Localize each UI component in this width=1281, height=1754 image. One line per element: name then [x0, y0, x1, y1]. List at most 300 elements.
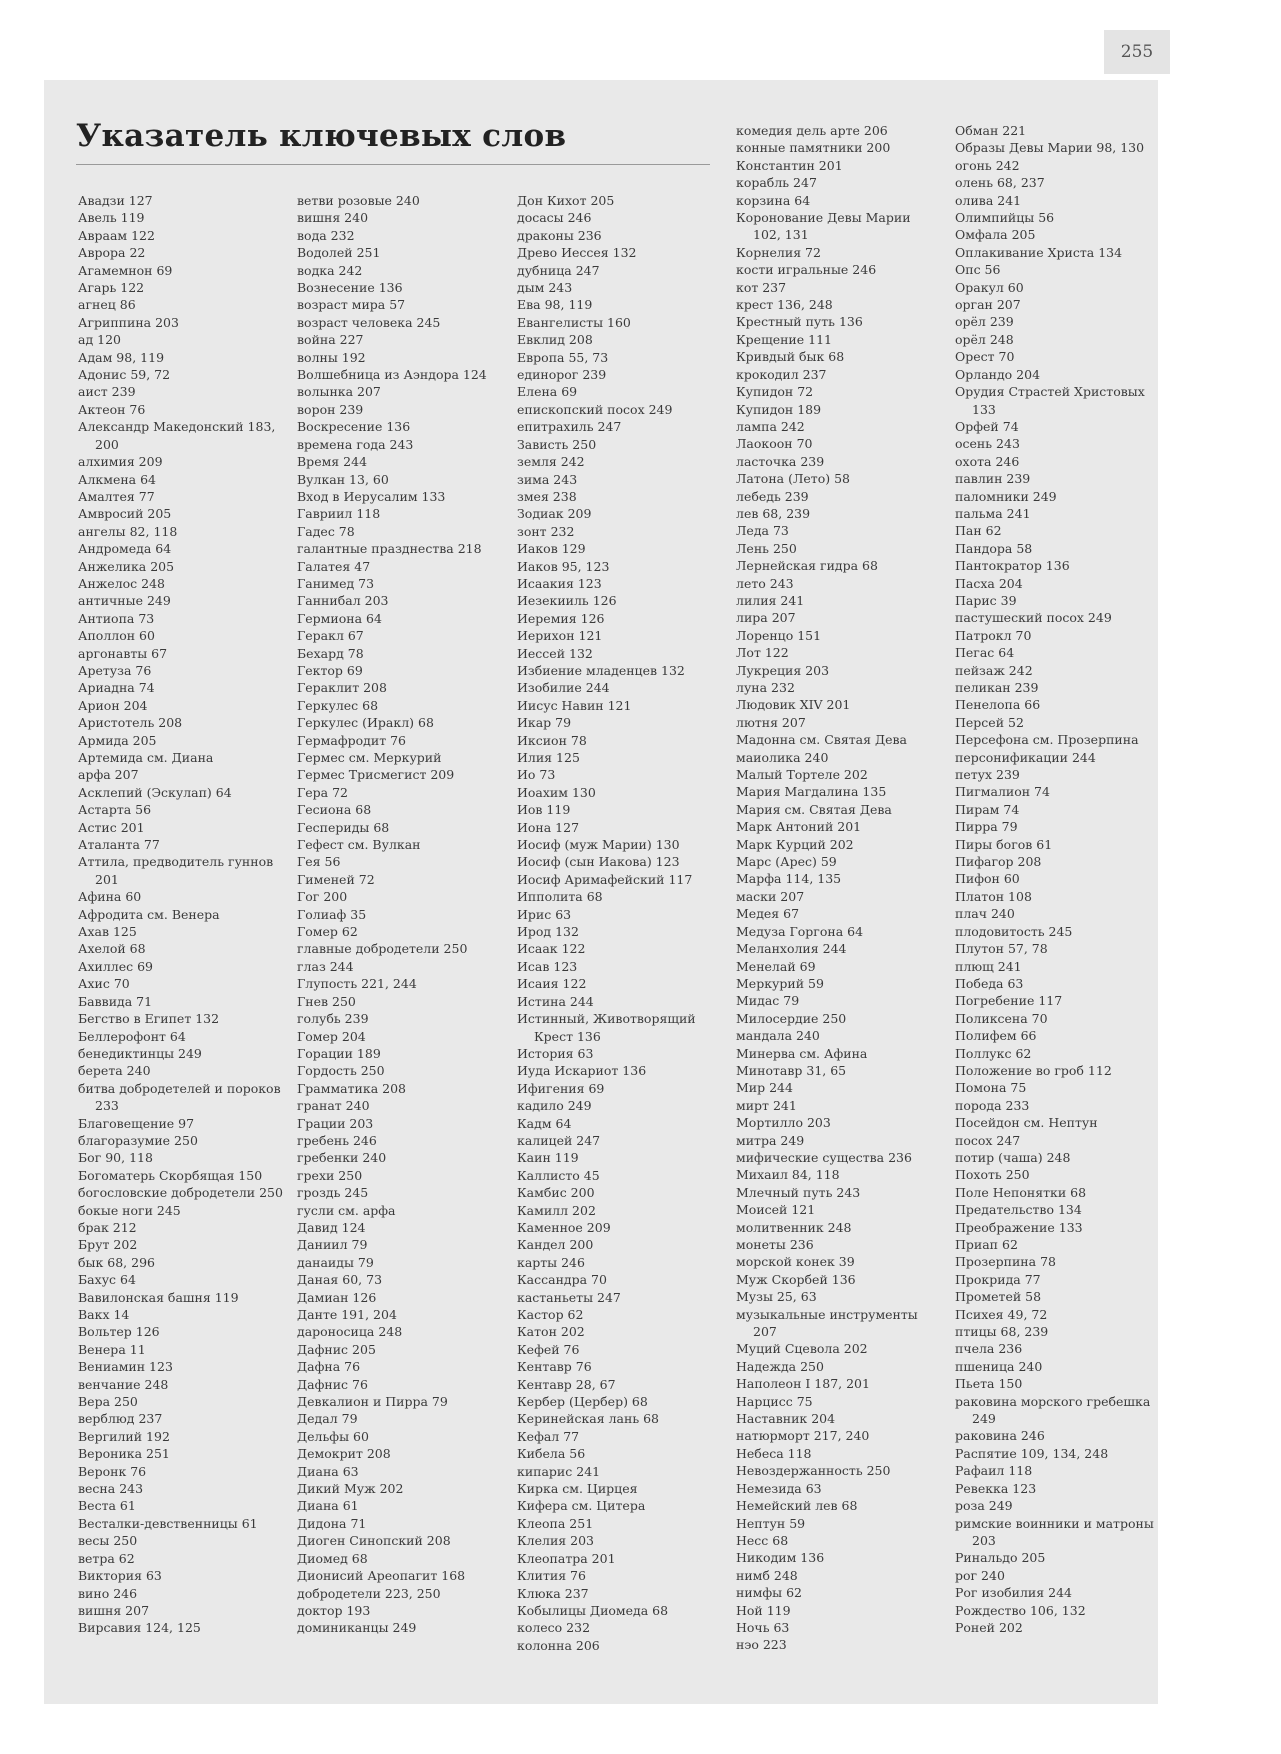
index-entry: благоразумие 250 — [78, 1132, 198, 1148]
index-entry: Афродита см. Венера — [78, 906, 220, 922]
index-entry: Глупость 221, 244 — [297, 976, 417, 992]
index-entry: Дедал 79 — [297, 1411, 358, 1427]
index-entry: Константин 201 — [736, 157, 843, 173]
index-entry: плодовитость 245 — [955, 923, 1073, 939]
index-entry: Лернейская гидра 68 — [736, 558, 878, 574]
index-entry: Дидона 71 — [297, 1515, 367, 1531]
index-entry: досасы 246 — [517, 210, 592, 226]
index-entry: Авраам 122 — [78, 227, 155, 243]
index-entry: берета 240 — [78, 1063, 151, 1079]
index-entry: Пантократор 136 — [955, 558, 1070, 574]
index-entry: Вольтер 126 — [78, 1324, 160, 1340]
index-entry: Гомер 62 — [297, 924, 358, 940]
index-entry: Венера 11 — [78, 1341, 146, 1357]
index-entry: Астис 201 — [78, 819, 145, 835]
index-entry: Людовик XIV 201 — [736, 697, 851, 713]
index-entry: Данте 191, 204 — [297, 1307, 397, 1322]
index-entry: Иов 119 — [517, 802, 571, 818]
index-entry: Поллукс 62 — [955, 1045, 1032, 1061]
index-entry: Кифера см. Цитера — [517, 1498, 646, 1514]
index-entry: олень 68, 237 — [955, 175, 1045, 191]
index-entry: Клития 76 — [517, 1568, 586, 1584]
index-entry: Орудия Страстей Христовых 133 — [955, 384, 1145, 417]
index-entry: монеты 236 — [736, 1237, 814, 1252]
index-entry: Лукреция 203 — [736, 662, 830, 678]
index-entry: Кастор 62 — [517, 1307, 584, 1322]
index-entry: богословские добродетели 250 — [78, 1185, 283, 1201]
index-entry: Рождество 106, 132 — [955, 1602, 1086, 1618]
index-entry: кипарис 241 — [517, 1463, 601, 1479]
index-entry: Гермиона 64 — [297, 610, 382, 626]
index-entry: Ирод 132 — [517, 924, 579, 940]
index-entry: Каин 119 — [517, 1150, 579, 1166]
index-entry: Клюка 237 — [517, 1585, 589, 1601]
index-entry: раковина морского гребешка 249 — [955, 1393, 1151, 1427]
index-entry: Зависть 250 — [517, 436, 597, 452]
index-entry: Грации 203 — [297, 1115, 374, 1131]
index-entry: Клелия 203 — [517, 1533, 595, 1549]
index-entry: Весталки-девственницы 61 — [78, 1515, 258, 1531]
index-entry: Волшебница из Аэндора 124 — [297, 367, 487, 383]
index-entry: грехи 250 — [297, 1167, 363, 1183]
index-entry: Вера 250 — [78, 1394, 138, 1410]
index-entry: плющ 241 — [955, 958, 1022, 974]
index-entry: Музы 25, 63 — [736, 1289, 817, 1305]
index-entry: калицей 247 — [517, 1132, 601, 1148]
index-entry: волны 192 — [297, 349, 366, 365]
index-entry: Персей 52 — [955, 714, 1024, 730]
index-entry: единорог 239 — [517, 367, 607, 383]
index-entry: Андромеда 64 — [78, 541, 172, 557]
index-column-5 — [955, 122, 1155, 1636]
index-entry: ветви розовые 240 — [297, 193, 420, 208]
index-entry: дароносица 248 — [297, 1324, 403, 1340]
index-entry: Марс (Арес) 59 — [736, 854, 837, 870]
index-entry: Гефест см. Вулкан — [297, 837, 421, 853]
index-entry: дым 243 — [517, 280, 573, 296]
index-entry: Галатея 47 — [297, 558, 371, 574]
index-entry: Ирис 63 — [517, 906, 572, 922]
index-entry: Демокрит 208 — [297, 1446, 391, 1462]
index-entry: Распятие 109, 134, 248 — [955, 1445, 1109, 1461]
index-entry: Мидас 79 — [736, 993, 800, 1009]
index-entry: плач 240 — [955, 906, 1015, 922]
index-entry: Евклид 208 — [517, 332, 593, 348]
index-entry: Диоген Синопский 208 — [297, 1533, 451, 1549]
index-entry: Амвросий 205 — [78, 506, 172, 522]
index-entry: Дафна 76 — [297, 1359, 361, 1375]
index-entry: Латона (Лето) 58 — [736, 471, 850, 487]
index-entry: Пифон 60 — [955, 871, 1020, 887]
index-entry: Веста 61 — [78, 1498, 136, 1514]
index-entry: Психея 49, 72 — [955, 1306, 1048, 1322]
index-entry: Марфа 114, 135 — [736, 871, 842, 887]
index-entry: Ночь 63 — [736, 1619, 790, 1635]
index-entry: галантные празднества 218 — [297, 541, 482, 557]
index-entry: Аристотель 208 — [78, 715, 183, 731]
index-entry: Иона 127 — [517, 819, 580, 835]
index-entry: Кербер (Цербер) 68 — [517, 1394, 648, 1410]
index-entry: Диомед 68 — [297, 1550, 368, 1566]
index-entry: Ганимед 73 — [297, 575, 375, 591]
index-entry: Пегас 64 — [955, 645, 1015, 661]
index-entry: Зодиак 209 — [517, 506, 592, 522]
index-entry: Исав 123 — [517, 958, 578, 974]
page-title: Указатель ключевых слов — [76, 118, 567, 154]
title-rule — [76, 164, 710, 165]
index-entry: кадило 249 — [517, 1098, 592, 1114]
index-entry: Кривдый бык 68 — [736, 349, 845, 365]
index-entry: Погребение 117 — [955, 993, 1063, 1009]
index-entry: земля 242 — [517, 454, 585, 470]
index-entry: Иессей 132 — [517, 645, 593, 661]
index-entry: Вероника 251 — [78, 1446, 170, 1462]
index-entry: Ринальдо 205 — [955, 1550, 1046, 1566]
index-entry: Камбис 200 — [517, 1185, 595, 1201]
index-entry: кот 237 — [736, 279, 787, 295]
index-entry: Купидон 72 — [736, 384, 814, 400]
index-entry: Победа 63 — [955, 975, 1024, 991]
index-entry: Патрокл 70 — [955, 627, 1032, 643]
index-entry: Пан 62 — [955, 523, 1002, 539]
index-entry: Орфей 74 — [955, 418, 1019, 434]
index-entry: орёл 248 — [955, 331, 1014, 347]
index-entry: битва добродетелей и пороков 233 — [78, 1080, 281, 1114]
index-entry: Немейский лев 68 — [736, 1498, 858, 1514]
index-entry: Помона 75 — [955, 1080, 1027, 1096]
index-entry: Марк Антоний 201 — [736, 819, 862, 835]
index-entry: Катон 202 — [517, 1324, 585, 1340]
index-entry: Пирам 74 — [955, 801, 1020, 817]
index-entry: крокодил 237 — [736, 366, 827, 382]
index-entry: зима 243 — [517, 471, 578, 487]
index-entry: Иезекииль 126 — [517, 593, 617, 609]
index-entry: Роней 202 — [955, 1619, 1023, 1635]
index-entry: времена года 243 — [297, 436, 414, 452]
index-entry: Прометей 58 — [955, 1289, 1042, 1305]
index-entry: Водолей 251 — [297, 245, 381, 261]
index-entry: История 63 — [517, 1045, 594, 1061]
index-entry: Купидон 189 — [736, 401, 822, 417]
index-entry: Прокрида 77 — [955, 1271, 1041, 1287]
index-entry: Евангелисты 160 — [517, 314, 631, 330]
index-entry: водка 242 — [297, 262, 363, 278]
index-entry: крест 136, 248 — [736, 297, 833, 313]
index-entry: Кентавр 76 — [517, 1359, 592, 1375]
index-entry: Пьета 150 — [955, 1376, 1023, 1392]
index-entry: Брут 202 — [78, 1237, 138, 1253]
index-entry: Минотавр 31, 65 — [736, 1062, 847, 1078]
index-entry: Гектор 69 — [297, 662, 363, 678]
index-entry: возраст мира 57 — [297, 297, 406, 313]
index-entry: натюрморт 217, 240 — [736, 1428, 870, 1444]
index-entry: Муж Скорбей 136 — [736, 1271, 856, 1287]
index-entry: Иаков 129 — [517, 541, 586, 557]
index-entry: Кефал 77 — [517, 1428, 580, 1444]
index-entry: Менелай 69 — [736, 958, 816, 974]
index-entry: Камилл 202 — [517, 1202, 596, 1218]
index-entry: Даная 60, 73 — [297, 1272, 383, 1288]
index-entry: Орландо 204 — [955, 366, 1041, 382]
index-entry: Иосиф (сын Иакова) 123 — [517, 854, 680, 870]
index-entry: Аврора 22 — [78, 245, 146, 261]
index-entry: Пасха 204 — [955, 575, 1023, 591]
index-entry: Ревекка 123 — [955, 1480, 1037, 1496]
index-entry: добродетели 223, 250 — [297, 1585, 441, 1601]
index-entry: Каллисто 45 — [517, 1167, 600, 1183]
index-entry: лев 68, 239 — [736, 505, 811, 521]
index-entry: ад 120 — [78, 332, 121, 348]
index-entry: Дафнис 205 — [297, 1341, 376, 1357]
index-entry: Каменное 209 — [517, 1219, 611, 1235]
index-entry: Исаакия 123 — [517, 575, 602, 591]
index-entry: Гермафродит 76 — [297, 732, 406, 748]
index-entry: Асклепий (Эскулап) 64 — [78, 784, 232, 800]
index-column-3 — [517, 192, 723, 1654]
index-entry: Артемида см. Диана — [78, 750, 214, 765]
index-entry: лилия 241 — [736, 592, 805, 608]
index-entry: змея 238 — [517, 488, 577, 504]
index-entry: Бехард 78 — [297, 645, 364, 661]
index-entry: роза 249 — [955, 1498, 1013, 1514]
index-entry: Истинный, Животворящий Крест 136 — [517, 1011, 696, 1044]
index-entry: Беллерофонт 64 — [78, 1028, 186, 1044]
index-entry: главные добродетели 250 — [297, 941, 468, 957]
index-entry: Арион 204 — [78, 697, 148, 713]
index-entry: вода 232 — [297, 227, 355, 243]
index-entry: Дон Кихот 205 — [517, 193, 615, 208]
index-entry: Крещение 111 — [736, 331, 832, 347]
index-entry: Предательство 134 — [955, 1202, 1082, 1218]
index-entry: пшеница 240 — [955, 1358, 1043, 1374]
index-entry: Обман 221 — [955, 123, 1027, 138]
index-entry: Наполеон I 187, 201 — [736, 1376, 870, 1392]
index-entry: Кандел 200 — [517, 1237, 594, 1253]
index-entry: Вирсавия 124, 125 — [78, 1620, 201, 1636]
index-entry: Кирка см. Цирцея — [517, 1481, 638, 1497]
index-entry: Образы Девы Марии 98, 130 — [955, 140, 1145, 156]
index-entry: Ифигения 69 — [517, 1080, 605, 1096]
index-entry: Илия 125 — [517, 750, 580, 765]
index-entry: гроздь 245 — [297, 1185, 369, 1201]
index-entry: античные 249 — [78, 593, 171, 609]
index-entry: Агамемнон 69 — [78, 262, 173, 278]
index-entry: Муций Сцевола 202 — [736, 1341, 868, 1357]
index-entry: Иоахим 130 — [517, 784, 596, 800]
index-entry: Изобилие 244 — [517, 680, 610, 696]
index-entry: Актеон 76 — [78, 401, 146, 417]
index-entry: Лоренцо 151 — [736, 627, 822, 643]
index-entry: бенедиктинцы 249 — [78, 1045, 202, 1061]
index-entry: птицы 68, 239 — [955, 1324, 1049, 1340]
index-entry: Гермес Трисмегист 209 — [297, 767, 455, 783]
index-entry: Пирра 79 — [955, 819, 1018, 835]
index-entry: Парис 39 — [955, 592, 1017, 608]
index-entry: Геркулес (Иракл) 68 — [297, 715, 434, 731]
index-entry: Корнелия 72 — [736, 244, 821, 260]
index-entry: осень 243 — [955, 436, 1020, 452]
index-entry: посох 247 — [955, 1132, 1021, 1148]
index-entry: пчела 236 — [955, 1341, 1023, 1357]
index-entry: Медуза Горгона 64 — [736, 923, 864, 939]
index-entry: Дионисий Ареопагит 168 — [297, 1568, 466, 1584]
index-entry: гранат 240 — [297, 1098, 370, 1114]
index-entry: венчание 248 — [78, 1376, 169, 1392]
index-entry: дубница 247 — [517, 262, 600, 278]
index-entry: Минерва см. Афина — [736, 1045, 868, 1061]
index-entry: Олимпийцы 56 — [955, 210, 1055, 226]
index-entry: орган 207 — [955, 297, 1021, 313]
index-entry: епископский посох 249 — [517, 401, 673, 417]
index-entry: ласточка 239 — [736, 453, 825, 469]
index-entry: Опс 56 — [955, 262, 1001, 278]
index-entry: Анжелос 248 — [78, 575, 165, 591]
index-entry: Елена 69 — [517, 384, 578, 400]
index-entry: Адам 98, 119 — [78, 349, 165, 365]
index-entry: Дамиан 126 — [297, 1289, 377, 1305]
index-entry: Омфала 205 — [955, 227, 1036, 243]
index-entry: Мортилло 203 — [736, 1115, 831, 1131]
index-entry: Диана 61 — [297, 1498, 359, 1514]
index-entry: орёл 239 — [955, 314, 1014, 330]
index-entry: волынка 207 — [297, 384, 381, 400]
index-entry: зонт 232 — [517, 523, 575, 539]
index-entry: Гнев 250 — [297, 993, 356, 1009]
index-entry: Леда 73 — [736, 523, 789, 539]
index-entry: Гименей 72 — [297, 871, 375, 887]
index-entry: Исаак 122 — [517, 941, 586, 957]
index-entry: Платон 108 — [955, 888, 1032, 904]
index-entry: Ахиллес 69 — [78, 958, 154, 974]
index-entry: Преображение 133 — [955, 1219, 1083, 1235]
index-entry: павлин 239 — [955, 471, 1031, 487]
index-entry: Грамматика 208 — [297, 1080, 406, 1096]
index-entry: Аполлон 60 — [78, 628, 155, 644]
index-entry: Мадонна см. Святая Дева — [736, 732, 907, 748]
index-entry: Агриппина 203 — [78, 314, 179, 330]
index-entry: Древо Иессея 132 — [517, 245, 637, 261]
index-entry: Кентавр 28, 67 — [517, 1376, 616, 1392]
index-entry: Гесиона 68 — [297, 802, 372, 818]
index-entry: Поле Непонятки 68 — [955, 1184, 1087, 1200]
index-entry: комедия дель арте 206 — [736, 123, 888, 138]
index-entry: Никодим 136 — [736, 1550, 825, 1566]
index-entry: Рог изобилия 244 — [955, 1585, 1072, 1601]
index-entry: Избиение младенцев 132 — [517, 662, 685, 678]
index-entry: гребенки 240 — [297, 1150, 387, 1166]
index-entry: Пигмалион 74 — [955, 784, 1050, 800]
index-entry: Астарта 56 — [78, 802, 152, 818]
index-entry: Малый Тортеле 202 — [736, 767, 868, 783]
index-entry: конные памятники 200 — [736, 140, 891, 156]
index-entry: Полифем 66 — [955, 1028, 1037, 1044]
index-entry: Иисус Навин 121 — [517, 697, 632, 713]
index-entry: Небеса 118 — [736, 1445, 812, 1461]
index-entry: Медея 67 — [736, 906, 800, 922]
index-entry: Пенелопа 66 — [955, 697, 1041, 713]
index-entry: Иосиф (муж Марии) 130 — [517, 837, 680, 853]
index-entry: Ганнибал 203 — [297, 593, 389, 609]
index-entry: нэо 223 — [736, 1637, 787, 1653]
index-entry: Кибела 56 — [517, 1446, 586, 1462]
index-entry: доктор 193 — [297, 1602, 371, 1618]
index-entry: Приап 62 — [955, 1237, 1018, 1252]
index-entry: Меркурий 59 — [736, 975, 824, 991]
index-entry: раковина 246 — [955, 1428, 1045, 1444]
index-entry: Несс 68 — [736, 1532, 789, 1548]
index-entry: агнец 86 — [78, 297, 136, 313]
index-entry: Давид 124 — [297, 1219, 366, 1235]
index-entry: Вход в Иерусалим 133 — [297, 488, 446, 504]
index-entry: Ипполита 68 — [517, 889, 603, 905]
index-entry: Гермес см. Меркурий — [297, 750, 442, 765]
index-entry: охота 246 — [955, 453, 1020, 469]
index-column-2 — [297, 192, 503, 1637]
index-entry: Марк Курций 202 — [736, 836, 854, 852]
index-entry: Икар 79 — [517, 715, 572, 731]
index-entry: Иеремия 126 — [517, 610, 605, 626]
index-entry: Баввида 71 — [78, 993, 153, 1009]
index-entry: Мир 244 — [736, 1080, 793, 1096]
index-entry: Лот 122 — [736, 645, 789, 661]
index-entry: ветра 62 — [78, 1550, 135, 1566]
index-entry: Исаия 122 — [517, 976, 587, 992]
index-entry: Алкмена 64 — [78, 471, 157, 487]
index-entry: Вознесение 136 — [297, 280, 403, 296]
index-entry: колесо 232 — [517, 1620, 591, 1636]
index-entry: пеликан 239 — [955, 680, 1039, 695]
index-entry: карты 246 — [517, 1254, 585, 1270]
index-entry: петух 239 — [955, 767, 1020, 783]
index-entry: Ахелой 68 — [78, 941, 146, 957]
index-entry: Ной 119 — [736, 1602, 791, 1618]
index-entry: Кефей 76 — [517, 1341, 580, 1357]
index-entry: брак 212 — [78, 1219, 137, 1235]
index-entry: маиолика 240 — [736, 749, 829, 765]
index-entry: Вениамин 123 — [78, 1359, 173, 1375]
index-entry: Диана 63 — [297, 1463, 359, 1479]
index-entry: Гея 56 — [297, 854, 341, 870]
index-entry: потир (чаша) 248 — [955, 1149, 1071, 1165]
index-entry: вишня 240 — [297, 210, 369, 226]
index-entry: Похоть 250 — [955, 1167, 1030, 1183]
index-entry: молитвенник 248 — [736, 1219, 852, 1235]
index-entry: Вакх 14 — [78, 1307, 130, 1322]
index-entry: бык 68, 296 — [78, 1254, 155, 1270]
index-entry: лютня 207 — [736, 714, 806, 730]
index-entry: нимфы 62 — [736, 1585, 802, 1601]
index-entry: Вавилонская башня 119 — [78, 1289, 239, 1305]
index-entry: Коронование Девы Марии 102, 131 — [736, 210, 911, 243]
index-entry: лира 207 — [736, 610, 796, 626]
index-entry: маски 207 — [736, 888, 805, 904]
index-entry: Голиаф 35 — [297, 906, 367, 922]
index-entry: Горации 189 — [297, 1045, 381, 1061]
index-entry: Невоздержанность 250 — [736, 1463, 891, 1479]
index-entry: Геспериды 68 — [297, 819, 390, 835]
index-entry: епитрахиль 247 — [517, 419, 622, 435]
index-entry: гусли см. арфа — [297, 1202, 396, 1218]
index-entry: Веронк 76 — [78, 1463, 147, 1479]
index-entry: Геракл 67 — [297, 628, 364, 644]
index-entry: Мария Магдалина 135 — [736, 784, 887, 800]
index-entry: Оракул 60 — [955, 279, 1024, 295]
index-entry: паломники 249 — [955, 488, 1057, 504]
index-entry: пальма 241 — [955, 505, 1031, 521]
index-entry: Рафаил 118 — [955, 1463, 1033, 1479]
index-entry: луна 232 — [736, 680, 795, 695]
index-entry: Лень 250 — [736, 540, 797, 556]
